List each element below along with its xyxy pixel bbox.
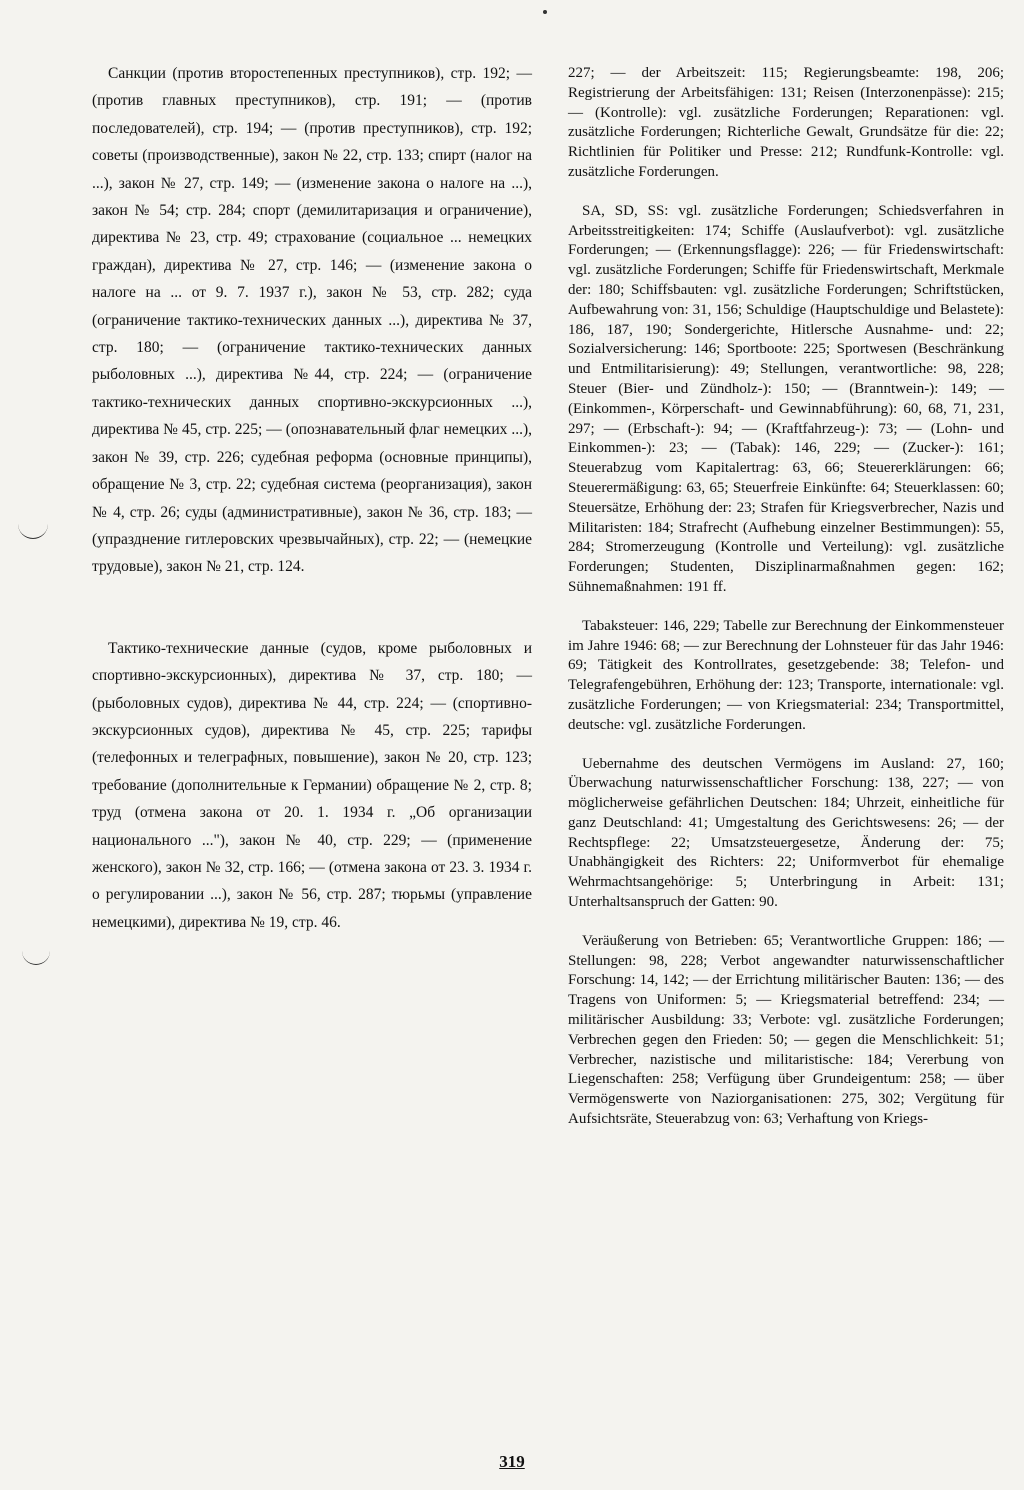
index-paragraph-s: Санкции (против второстепенных преступников), стр. 192; — (против главных преступников), стр. 191; — (против последователей), стр. 194; — (против преступников), стр. 192; советы (производственные), закон № 22, стр. 133; спирт (налог на ...), закон № 27, стр. 149; — (изменение закона о налоге на ...), закон № 54; стр. 284; спорт (демилитаризация и ограничение), директива № 23, стр. 49; страхование (социальное ... немецких граждан), директива № 27, стр. 146; — (изменение закона о налоге на ... от 9. 7. 1937 г.), закон № 53, стр. 282; суда (ограничение тактико-технических данных ...), директива № 37, стр. 180; — (ограничение тактико-технических данных рыболовных ...), директива №44, стр. 224; — (ограничение тактико-технических данных спортивно-экскурсионных ...), директива № 45, стр. 225; — (опознавательный флаг немецких ...), закон № 39, стр. 226; судебная реформа (основные принципы), обращение № 3, стр. 22; судебная система (реорганизация), закон № 4, стр. 26; суды (административные), закон № 36, стр. 183; — (упразднение гитлеровских чрезвычайных), стр. 22; — (немецкие трудовые), закон № 21, стр. 124. — [92, 65, 532, 576]
index-paragraph-v: Veräußerung von Betrieben: 65; Verantwortliche Gruppen: 186; — Stellungen: 98, 228; Verbot angewandter naturwissenschaftlicher Forschung: 14, 142; — der Errichtung militärischer Bauten: 136; — des Tragens von Uniformen: 5; — Kriegsmaterial betreffend: 234; — militärischer Ausbildung: 33; Verbote: vgl. zusätzliche Forderungen; Verbrechen gegen den Frieden: 50; — gegen die Menschlichkeit: 51; Verbrecher, nazistische und militaristische: 184; Vererbung von Liegenschaften: 258; Verfügung über Grundeigentum: 258; — über Vermögenswerte von Naziorganisationen: 275, 302; Vergütung für Aufsichtsräte, Steuerabzug von: 63; Verhaftung von Kriegs- — [568, 932, 1004, 1128]
left-column-russian-index — [92, 60, 532, 936]
print-speck — [543, 10, 547, 14]
margin-mark — [22, 950, 50, 965]
index-paragraph-u: Uebernahme des deutschen Vermögens im Ausland: 27, 160; Überwachung naturwissenschaftlicher Forschung: 138, 227; — von möglicherweise gefährlichen Deutschen: 184; Uhrzeit, einheitliche für ganz Deutschland: 41; Umgestaltung des Gerichtswesens: 26; — der Rechtspflege: 22; Umsatzsteuergesetze, Änderung der: 75; Unabhängigkeit des Richters: 22; Uniformverbot für ehemalige Wehrmachtsangehörige: 5; Unterbringung in Arbeit: 131; Unterhaltsanspruch der Gatten: 90. — [568, 755, 1004, 911]
index-paragraph-t: Тактико-технические данные (судов, кроме рыболовных и спортивно-экскурсионных), директива № 37, стр. 180; — (рыболовных судов), директива № 44, стр. 224; — (спортивно-экскурсионных судов), директива № 45, стр. 225; тарифы (телефонных и телеграфных, повышение), закон № 20, стр. 123; требование (дополнительные к Германии) обращение № 2, стр. 8; труд (отмена закона от 20. 1. 1934 г. „Об организации национального ..."), закон № 40, стр. 229; — (применение женского), закон № 32, стр. 166; — (отмена закона от 23. 3. 1934 г. о регулировании ...), закон № 56, стр. 287; тюрьмы (управление немецкими), директива № 19, стр. 46. — [92, 639, 532, 931]
index-paragraph-r-continued: 227; — der Arbeitszeit: 115; Regierungsbeamte: 198, 206; Registrierung der Arbeitsfähigen: 131; Reisen (Interzonenpässe): 215; — (Kontrolle): vgl. zusätzliche Forderungen; Reparationen: vgl. zusätzliche Forderungen; Richterliche Gewalt, Grundsätze für die: 22; Richtlinien für Politiker und Presse: 212; Rundfunk-Kontrolle: vgl. zusätzliche Forderungen. — [568, 65, 1004, 180]
index-paragraph-s: SA, SD, SS: vgl. zusätzliche Forderungen; Schiedsverfahren in Arbeitsstreitigkeiten: 174; Schiffe (Auslaufverbot): vgl. zusätzliche Forderungen; — (Erkennungsflagge): 226; — für Friedenswirtschaft: vgl. zusätzliche Forderungen; Schiffe für Friedenswirtschaft, Merkmale der: 180; Schiffsbauten: vgl. zusätzliche Forderungen; Schriftstücken, Aufbewahrung von: 31, 156; Schuldige (Hauptschuldige und Belastete): 186, 187, 190; Sondergerichte, Hitlersche Ausnahme- und: 22; Sozialversicherung: 146; Sportboote: 225; Sportwesen (Beschränkung und Entmilitarisierung): 49; Stellungen, verantwortliche: 98, 228; Steuer (Bier- und Zündholz-): 150; — (Branntwein-): 149; — (Einkommen-, Körperschaft- und Gewinnabführung): 60, 68, 71, 231, 297; — (Erbschaft-): 94; — (Kraftfahrzeug-): 73; — (Lohn- und Einkommen-): 23; — (Tabak): 146, 229; — (Zucker-): 161; Steuerabzug vom Kapitalertrag: 63, 66; Steuererklärungen: 66; Steuerermäßigung: 63, 65; Steuerfreie Einkünfte: 64; Steuerklassen: 60; Steuersätze, Erhöhung der: 23; Strafen für Kriegsverbrecher, Nazis und Militaristen: 184; Strafrecht (Aufhebung einzelner Bestimmungen): 55, 284; Stromerzeugung (Kontrolle und Verteilung): vgl. zusätzliche Forderungen; Studenten, Disziplinarmaßnahmen gegen: 162; Sühnemaßnahmen: 191 ff. — [568, 202, 1004, 595]
index-paragraph-t: Tabaksteuer: 146, 229; Tabelle zur Berechnung der Einkommensteuer im Jahre 1946: 68; — zur Berechnung der Lohnsteuer für das Jahr 1946: 69; Tätigkeit des Kontrollrates, gesetzgebende: 38; Telefon- und Telegrafengebühren, Erhöhung der: 123; Transporte, internationale: vgl. zusätzliche Forderungen; — von Kriegsmaterial: 234; Transportmittel, deutsche: vgl. zusätzliche Forderungen. — [568, 617, 1004, 733]
page-number: 319 — [499, 1452, 525, 1471]
right-column-german-index — [568, 64, 1004, 1130]
margin-mark — [18, 524, 48, 539]
